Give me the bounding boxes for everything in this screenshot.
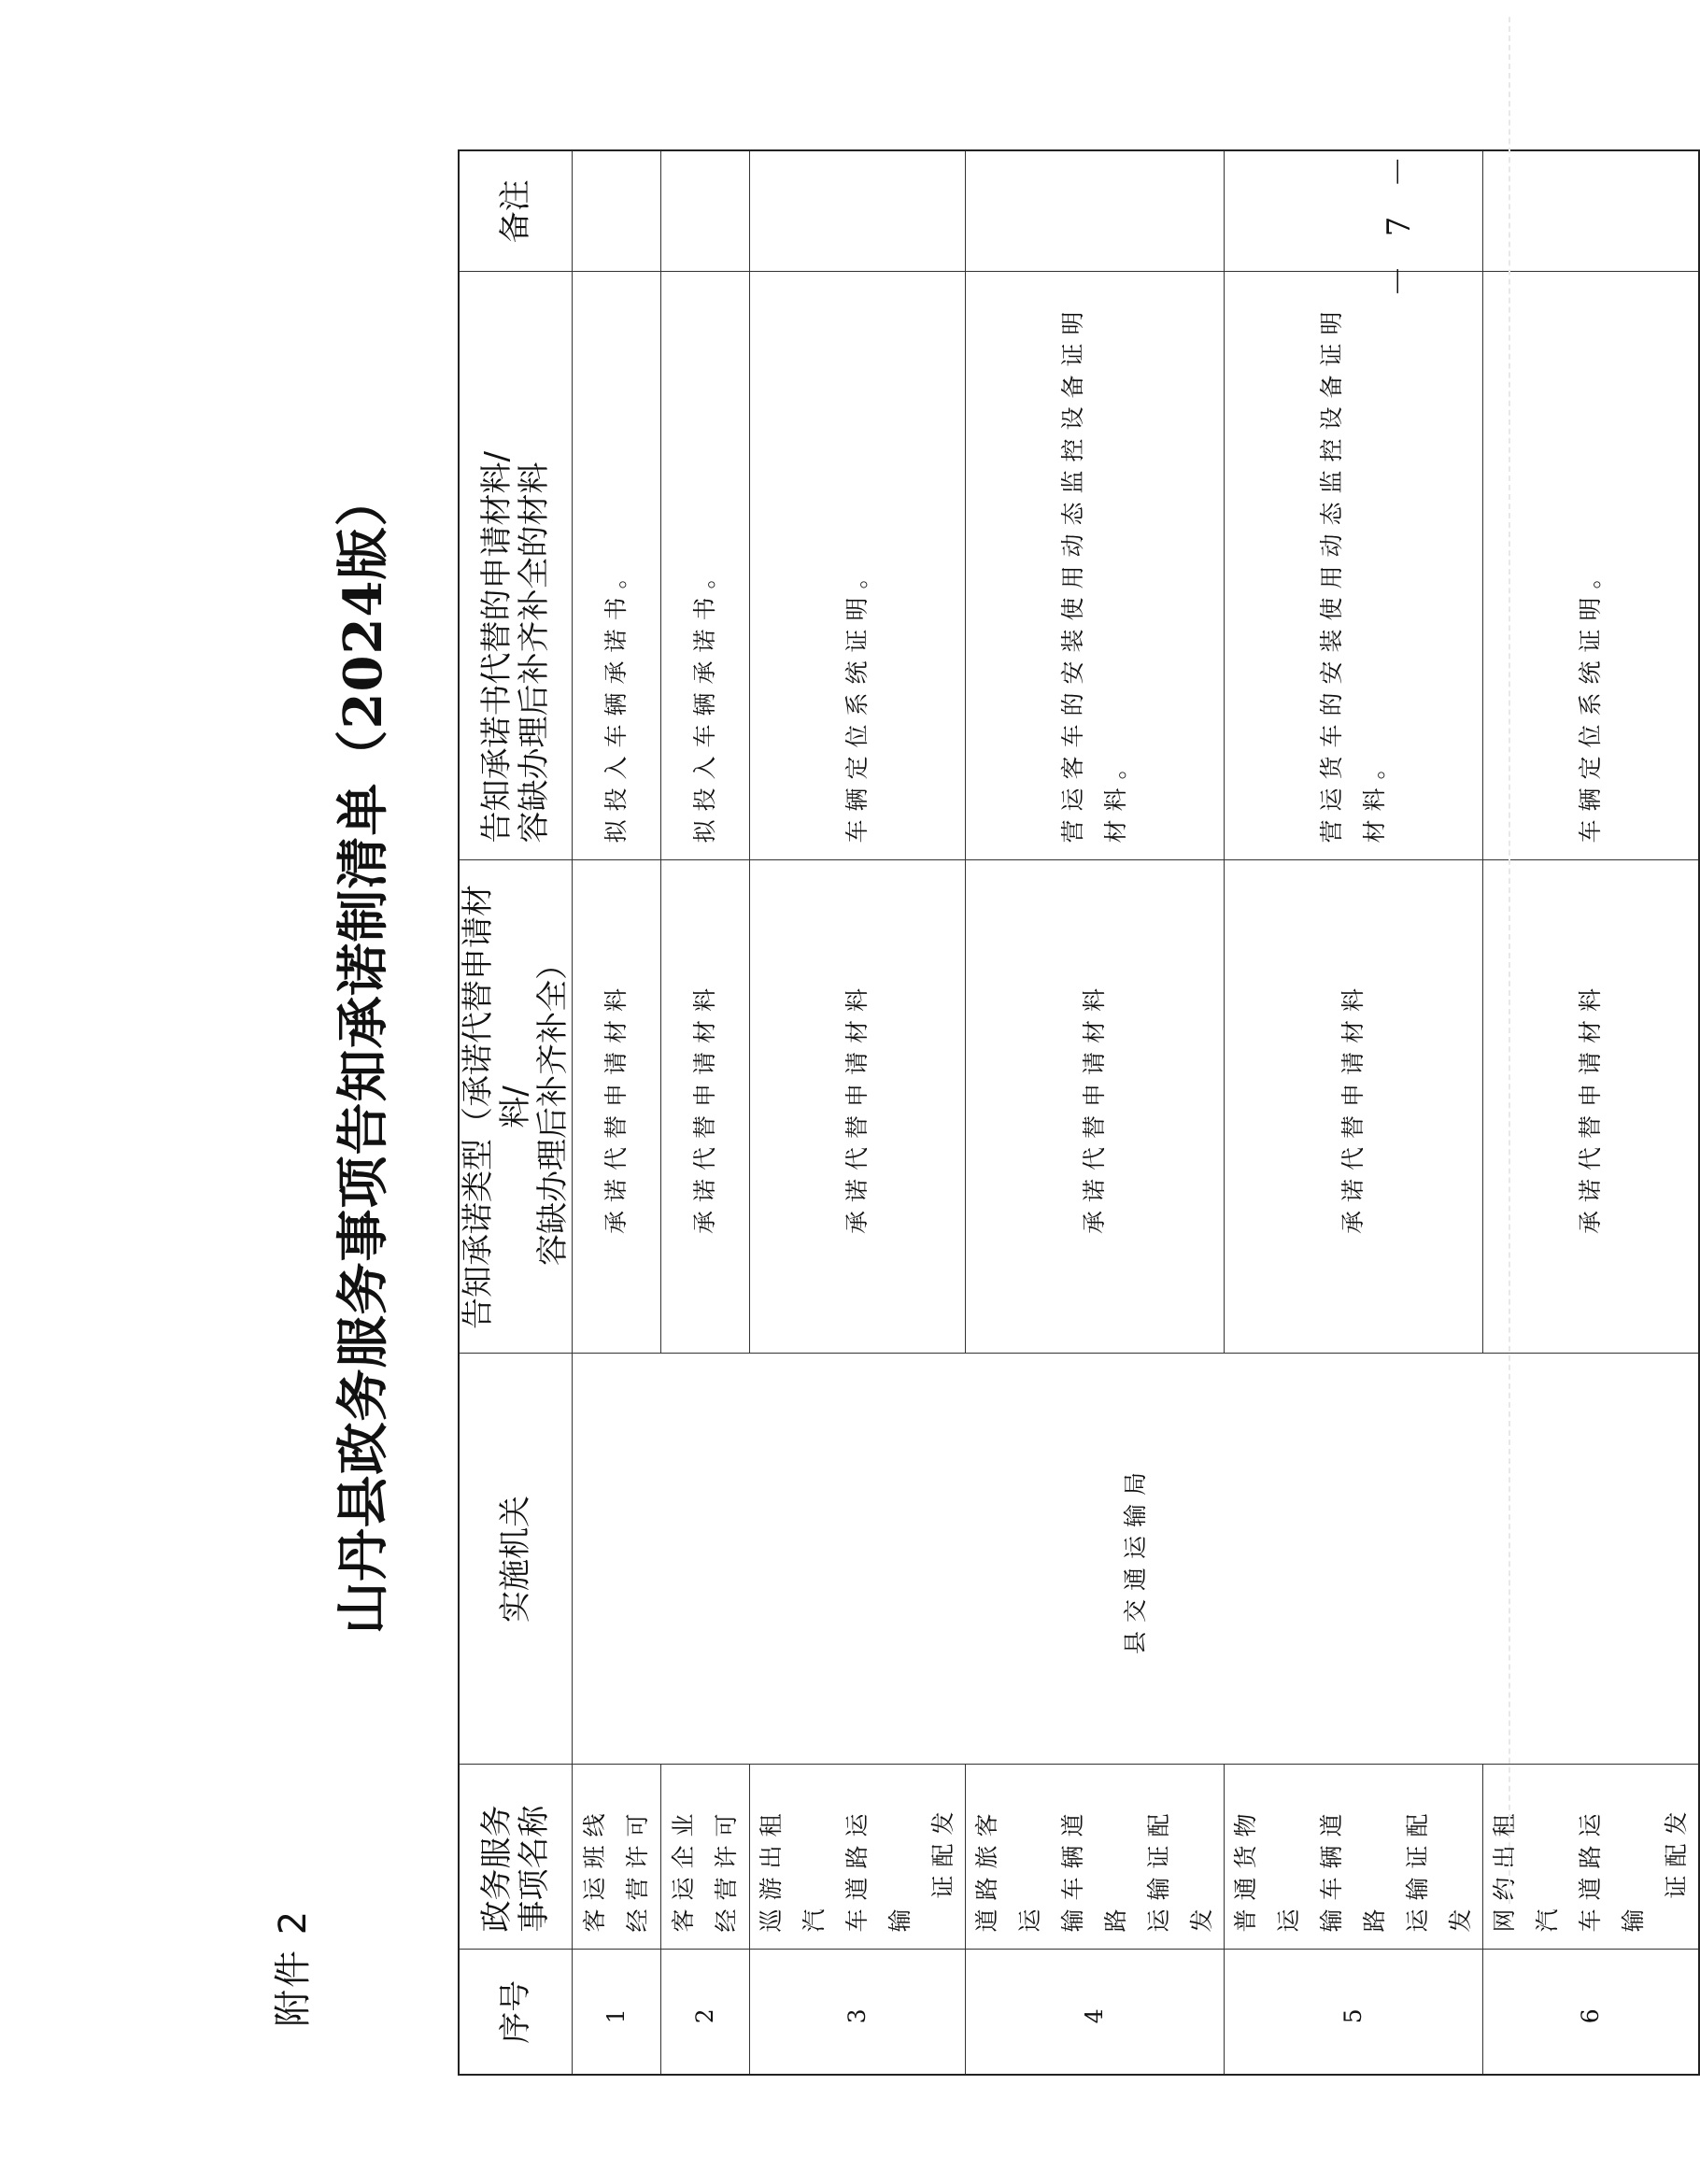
page-title: 山丹县政务服务事项告知承诺制清单（2024版） [333,473,394,1635]
row-org: 县交通运输局 [573,1354,1700,1765]
row-index: 1 [573,1950,661,2075]
row-name [966,1765,1225,1950]
row-material-line-1: 拟投入车辆承诺书。 [691,557,718,844]
row-index: 3 [750,1950,966,2075]
header-name-line-1: 政务服务 [478,1805,516,1933]
row-material-line-1: 拟投入车辆承诺书。 [602,557,630,844]
header-name-line-2: 事项名称 [516,1805,553,1933]
row-name-line-1: 道路旅客运 [973,1805,1043,1933]
row-remark [1225,150,1483,272]
header-type-line-1: 告知承诺类型（承诺代替申请材料/ [460,885,534,1329]
row-material [966,272,1225,860]
row-index: 6 [1483,1950,1700,2075]
header-remark: 备注 [459,150,573,272]
row-index: 2 [661,1950,750,2075]
table-row [661,150,750,2075]
row-name-line-1: 客运班线 [581,1805,608,1933]
row-type: 承诺代替申请材料 [750,860,966,1354]
row-type: 承诺代替申请材料 [1225,860,1483,1354]
page-number: － 7 － [1381,146,1418,297]
header-material-line-2: 容缺办理后补齐补全的材料 [516,461,553,844]
row-index: 5 [1225,1950,1483,2075]
row-material-line-1: 营运货车的安装使用动态监控设备证明 [1318,303,1345,844]
row-remark [1483,150,1700,272]
table-row [750,150,966,2075]
row-remark [573,150,661,272]
row-material-line-1: 营运客车的安装使用动态监控设备证明 [1059,303,1086,844]
row-type: 承诺代替申请材料 [966,860,1225,1354]
header-type-line-2: 容缺办理后补齐补全） [534,948,572,1266]
table-row [573,150,661,2075]
header-org: 实施机关 [459,1354,573,1765]
row-name-line-2: 输车辆道路 [1059,1805,1129,1933]
row-material [573,272,661,860]
row-name-line-2: 车道路运输 [843,1805,914,1933]
row-name-line-3: 证配发 [1663,1803,1690,1899]
row-material [661,272,750,860]
row-material [1225,272,1483,860]
row-name-line-2: 经营许可 [624,1805,651,1933]
row-type: 承诺代替申请材料 [1483,860,1700,1354]
row-name [573,1765,661,1950]
row-type: 承诺代替申请材料 [573,860,661,1354]
header-index: 序号 [459,1950,573,2075]
header-type [459,860,573,1354]
header-name [459,1765,573,1950]
row-material-line-1: 车辆定位系统证明。 [843,557,871,844]
header-material [459,272,573,860]
row-name [661,1765,750,1950]
row-name [750,1765,966,1950]
row-material [750,272,966,860]
table-header-row [459,150,573,2075]
row-material [1483,272,1700,860]
row-name-line-2: 输车辆道路 [1318,1805,1388,1933]
row-name-line-3: 运输证配发 [1145,1805,1215,1933]
row-index: 4 [966,1950,1225,2075]
scan-edge-line [1509,17,1510,1904]
table-row [966,150,1225,2075]
row-remark [661,150,750,272]
row-remark [966,150,1225,272]
row-material-line-2: 材料。 [1102,747,1129,844]
row-name-line-2: 经营许可 [713,1805,740,1933]
header-material-line-1: 告知承诺书代替的申请材料/ [478,451,516,844]
row-material-line-2: 材料。 [1361,747,1388,844]
row-name-line-1: 网约出租汽 [1491,1805,1561,1933]
row-name-line-3: 运输证配发 [1404,1805,1474,1933]
row-material-line-1: 车辆定位系统证明。 [1577,557,1604,844]
table-row [1225,150,1483,2075]
attachment-label: 附件 2 [272,1908,315,2027]
row-name-line-2: 车道路运输 [1577,1805,1647,1933]
commitment-table [458,146,1700,2076]
row-name [1225,1765,1483,1950]
row-name-line-1: 巡游出租汽 [758,1805,828,1933]
row-name-line-3: 证配发 [929,1803,956,1899]
row-type: 承诺代替申请材料 [661,860,750,1354]
row-name [1483,1765,1700,1950]
row-remark [750,150,966,272]
table-row [1483,150,1700,2075]
row-name-line-1: 客运企业 [670,1805,697,1933]
row-name-line-1: 普通货物运 [1232,1805,1302,1933]
